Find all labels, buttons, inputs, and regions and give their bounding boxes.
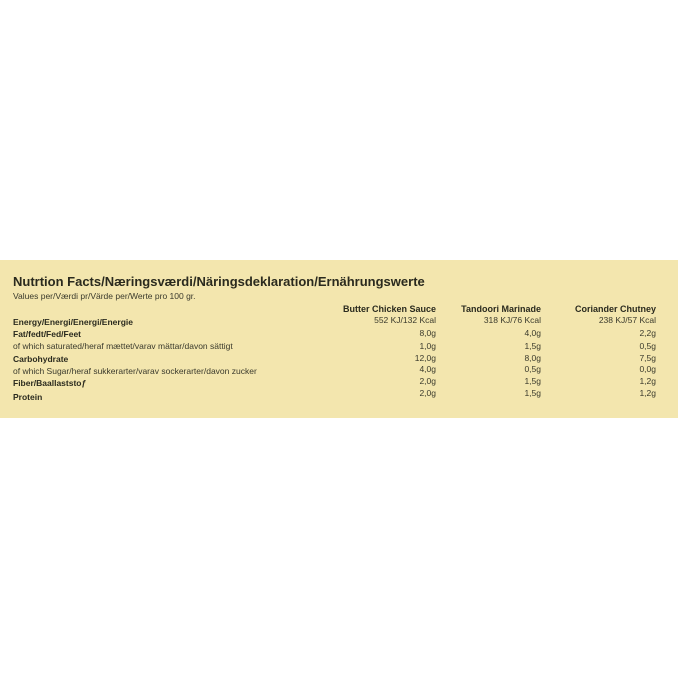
cell-sugar-tandoori: 0,5g [524, 364, 541, 374]
cell-fat-butter-chicken: 8,0g [419, 328, 436, 338]
row-label-fat: Fat/fedt/Fed/Feet [13, 329, 82, 339]
cell-fiber-coriander: 1,2g [639, 376, 656, 386]
cell-saturated-butter-chicken: 1,0g [419, 341, 436, 351]
row-label-sugar: of which Sugar/heraf sukkerarter/varav sockerarter/davon zucker [13, 366, 257, 376]
column-header-coriander: Coriander Chutney [574, 304, 656, 314]
row-label-saturated: of which saturated/heraf mættet/varav mättar/davon sättigt [13, 341, 233, 351]
cell-protein-tandoori: 1,5g [524, 388, 541, 398]
cell-energy-tandoori: 318 KJ/76 Kcal [483, 315, 541, 325]
cell-sugar-butter-chicken: 4,0g [419, 364, 436, 374]
column-header-tandoori: Tandoori Marinade [461, 304, 541, 314]
cell-carbohydrate-coriander: 7,5g [639, 353, 656, 363]
cell-carbohydrate-tandoori: 8,0g [524, 353, 541, 363]
row-label-fiber: Fiber/Baallaststoƒ [13, 378, 87, 388]
column-header-butter-chicken: Butter Chicken Sauce [342, 304, 436, 314]
cell-saturated-coriander: 0,5g [639, 341, 656, 351]
cell-protein-coriander: 1,2g [639, 388, 656, 398]
cell-fat-coriander: 2,2g [639, 328, 656, 338]
cell-carbohydrate-butter-chicken: 12,0g [414, 353, 436, 363]
row-label-carbohydrate: Carbohydrate [13, 354, 69, 364]
cell-fiber-butter-chicken: 2,0g [419, 376, 436, 386]
cell-fat-tandoori: 4,0g [524, 328, 541, 338]
cell-energy-butter-chicken: 552 KJ/132 Kcal [374, 315, 436, 325]
cell-saturated-tandoori: 1,5g [524, 341, 541, 351]
row-label-protein: Protein [13, 392, 43, 402]
nutrition-title: Nutrtion Facts/Næringsværdi/Näringsdeklaration/Ernährungswerte [13, 274, 425, 289]
nutrition-subtitle: Values per/Værdi pr/Värde per/Werte pro 100 gr. [13, 291, 196, 301]
row-label-energy: Energy/Energi/Energi/Energie [13, 317, 133, 327]
cell-protein-butter-chicken: 2,0g [419, 388, 436, 398]
cell-fiber-tandoori: 1,5g [524, 376, 541, 386]
cell-energy-coriander: 238 KJ/57 Kcal [598, 315, 656, 325]
cell-sugar-coriander: 0,0g [639, 364, 656, 374]
